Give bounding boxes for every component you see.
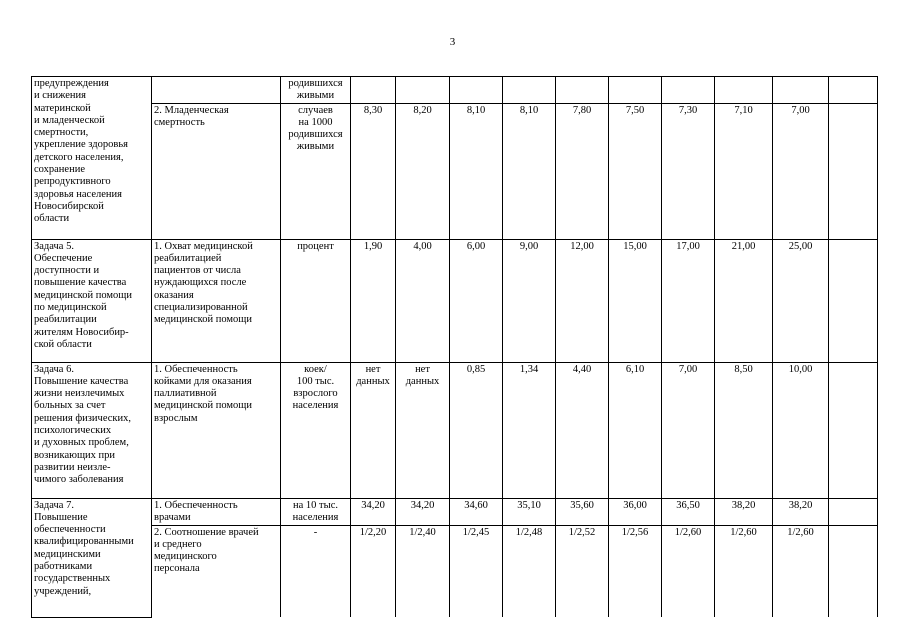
value-cell: 12,00 [556, 239, 609, 362]
indicators-table [31, 76, 878, 618]
value-cell: 35,10 [503, 498, 556, 525]
value-cell [351, 77, 396, 104]
value-cell: 7,50 [609, 103, 662, 239]
value-cell [715, 77, 773, 104]
value-cell: нет данных [351, 362, 396, 498]
task-cell: Задача 7. Повышение обеспеченности квалифицированными медицинскими работниками государственных учреждений, [32, 498, 152, 617]
unit-cell: - [281, 525, 351, 617]
value-cell [556, 77, 609, 104]
value-cell: 7,00 [662, 362, 715, 498]
value-cell: 25,00 [773, 239, 829, 362]
value-cell: 8,50 [715, 362, 773, 498]
value-cell: 7,80 [556, 103, 609, 239]
value-cell: 9,00 [503, 239, 556, 362]
value-cell: 1/2,60 [773, 525, 829, 617]
page-number: 3 [449, 36, 456, 48]
empty-cell [829, 362, 878, 498]
value-cell: 21,00 [715, 239, 773, 362]
indicator-name-cell [152, 77, 281, 104]
value-cell [609, 77, 662, 104]
value-cell: 1,90 [351, 239, 396, 362]
value-cell [662, 77, 715, 104]
value-cell: 36,00 [609, 498, 662, 525]
value-cell: 17,00 [662, 239, 715, 362]
value-cell: 38,20 [773, 498, 829, 525]
task-cell: предупреждения и снижения материнской и младенческой смертности, укрепление здоровья детского населения, сохранение репродуктивного здоровья населения Новосибирской области [32, 77, 152, 240]
indicator-name-cell: 1. Обеспеченность койками для оказания паллиативной медицинской помощи взрослым [152, 362, 281, 498]
task-cell: Задача 6. Повышение качества жизни неизлечимых больных за счет решения физических, психологических и духовных проблем, возникающих при развитии неизле- чимого заболевания [32, 362, 152, 498]
unit-cell: процент [281, 239, 351, 362]
table-row [32, 498, 878, 525]
value-cell: 7,10 [715, 103, 773, 239]
empty-cell [829, 239, 878, 362]
value-cell: нет данных [396, 362, 450, 498]
value-cell: 7,00 [773, 103, 829, 239]
indicator-name-cell: 1. Обеспеченность врачами [152, 498, 281, 525]
empty-cell [829, 77, 878, 104]
value-cell: 4,00 [396, 239, 450, 362]
task-cell: Задача 5. Обеспечение доступности и повышение качества медицинской помощи по медицинской реабилитации жителям Новосибир- ской области [32, 239, 152, 362]
indicator-name-cell: 2. Младенческая смертность [152, 103, 281, 239]
value-cell: 38,20 [715, 498, 773, 525]
value-cell: 35,60 [556, 498, 609, 525]
value-cell: 1/2,20 [351, 525, 396, 617]
value-cell: 34,20 [351, 498, 396, 525]
indicator-name-cell: 2. Соотношение врачей и среднего медицинского персонала [152, 525, 281, 617]
unit-cell: на 10 тыс. населения [281, 498, 351, 525]
value-cell [773, 77, 829, 104]
value-cell: 6,10 [609, 362, 662, 498]
value-cell: 8,10 [450, 103, 503, 239]
value-cell: 10,00 [773, 362, 829, 498]
indicator-name-cell: 1. Охват медицинской реабилитацией пациентов от числа нуждающихся после оказания специализированной медицинской помощи [152, 239, 281, 362]
table-row [32, 525, 878, 617]
value-cell: 4,40 [556, 362, 609, 498]
empty-cell [829, 498, 878, 525]
value-cell: 1/2,60 [715, 525, 773, 617]
value-cell: 1/2,40 [396, 525, 450, 617]
value-cell: 1/2,56 [609, 525, 662, 617]
table-row [32, 239, 878, 362]
table-row [32, 77, 878, 104]
value-cell: 1/2,45 [450, 525, 503, 617]
value-cell: 6,00 [450, 239, 503, 362]
value-cell: 36,50 [662, 498, 715, 525]
value-cell: 1/2,60 [662, 525, 715, 617]
value-cell: 34,20 [396, 498, 450, 525]
table-row [32, 103, 878, 239]
unit-cell: случаев на 1000 родившихся живыми [281, 103, 351, 239]
unit-cell: коек/ 100 тыс. взрослого населения [281, 362, 351, 498]
value-cell: 8,20 [396, 103, 450, 239]
table-row [32, 362, 878, 498]
value-cell [503, 77, 556, 104]
value-cell: 1/2,52 [556, 525, 609, 617]
unit-cell: родившихся живыми [281, 77, 351, 104]
empty-cell [829, 525, 878, 617]
value-cell: 1,34 [503, 362, 556, 498]
value-cell: 7,30 [662, 103, 715, 239]
value-cell: 1/2,48 [503, 525, 556, 617]
value-cell: 8,30 [351, 103, 396, 239]
value-cell: 15,00 [609, 239, 662, 362]
value-cell: 8,10 [503, 103, 556, 239]
value-cell [396, 77, 450, 104]
value-cell [450, 77, 503, 104]
empty-cell [829, 103, 878, 239]
value-cell: 0,85 [450, 362, 503, 498]
value-cell: 34,60 [450, 498, 503, 525]
